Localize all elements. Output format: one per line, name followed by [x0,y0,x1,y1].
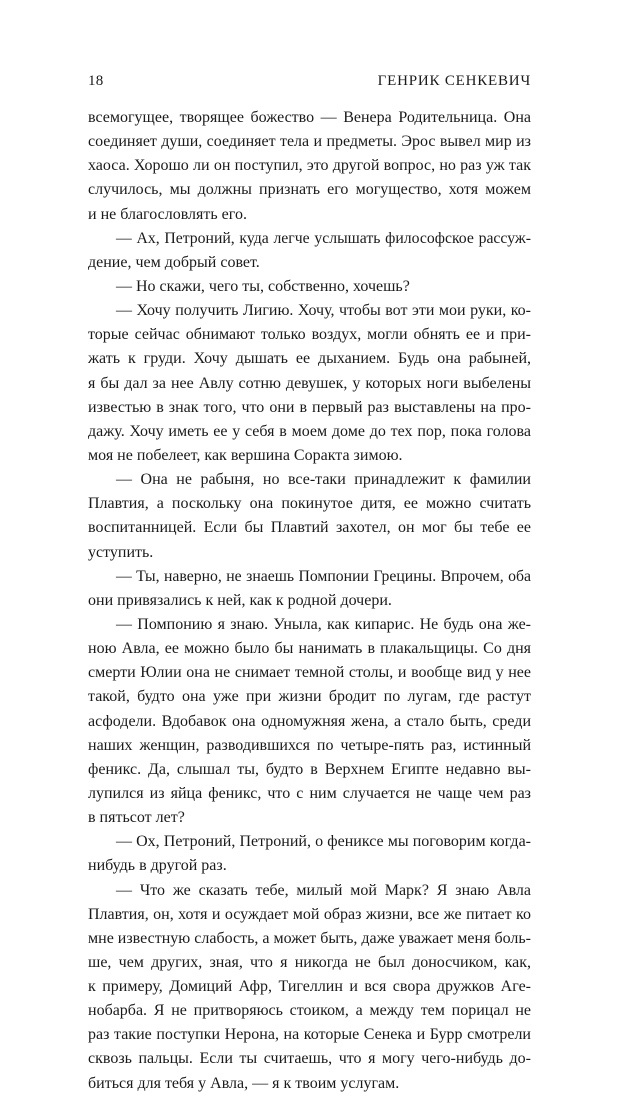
text-line: нобарба. Я не притворяюсь стоиком, а между тем порицал не [88,1002,531,1020]
text-line: соединяет души, соединяет тела и предметы. Эрос вывел мир из [88,133,531,151]
running-head [88,70,531,92]
text-line: биться для тебя у Авла, — я к твоим услугам. [88,1074,400,1092]
text-line: лупился из яйца феникс, что с ним случается не чаще чем раз [88,784,531,802]
text-line: смерти Юлии она не снимает темной столы, и вообще вид у нее [88,664,531,682]
text-line: всемогущее, творящее божество — Венера Родительница. Она [88,109,531,126]
text-line: моя не побелеет, как вершина Соракта зимою. [88,446,403,464]
text-line: Плавтия, а поскольку она покинутое дитя, ее можно считать [88,495,531,513]
text-line: Плавтия, он, хотя и осуждает мой образ жизни, все же питает ко [88,905,531,923]
text-line: и не благословлять его. [88,205,247,223]
text-line: нибудь в другой раз. [88,857,227,875]
text-line: в пятьсот лет? [88,809,185,827]
running-title: ГЕНРИК СЕНКЕВИЧ [377,73,531,89]
body-text [88,106,531,1096]
text-line: — Ох, Петроний, Петроний, о фениксе мы поговорим когда- [116,833,531,851]
text-line: дажу. Хочу иметь ее у себя в моем доме до тех пор, пока голова [88,422,531,440]
text-line: — Что же сказать тебе, милый мой Марк? Я знаю Авла [116,881,531,899]
text-line: раз такие поступки Нерона, на которые Сенека и Бурр смотрели [88,1026,531,1044]
text-line: ше, чем других, зная, что я никогда не был доносчиком, как, [88,953,531,971]
text-line: торые сейчас обнимают только воздух, могли обнять ее и при- [88,326,531,344]
text-line: ною Авла, ее можно было бы нанимать в плакальщицы. Со дня [88,640,531,658]
text-line: дение, чем добрый совет. [88,253,260,271]
text-line: хаоса. Хорошо ли он поступил, это другой вопрос, но раз уж так [88,157,531,175]
text-line: асфодели. Вдобавок она одномужняя жена, а стало быть, среди [88,712,531,730]
text-line: — Ах, Петроний, куда легче услышать философское рассуж- [116,229,531,247]
text-line: феникс. Да, слышал ты, будто в Верхнем Египте недавно вы- [88,760,531,778]
text-line: уступить. [88,543,154,561]
text-line: наших женщин, разводившихся по четыре-пять раз, истинный [88,736,531,754]
text-line: я бы дал за нее Авлу сотню девушек, у которых ноги выбелены [88,374,531,392]
text-line: — Она не рабыня, но все-таки принадлежит к фамилии [116,471,531,489]
text-line: воспитанницей. Если бы Плавтий захотел, он мог бы тебе ее [88,519,531,537]
text-line: — Но скажи, чего ты, собственно, хочешь? [116,277,410,295]
text-line: — Ты, наверно, не знаешь Помпонии Грецины. Впрочем, оба [116,567,531,585]
text-line: мне известную слабость, а может быть, даже уважает меня боль- [88,929,531,947]
text-line: случилось, мы должны признать его могущество, хотя можем [88,181,531,199]
page-number: 18 [88,73,104,89]
text-line: известью в знак того, что они в первый раз выставлены на про- [88,398,531,416]
text-line: жать к груди. Хочу дышать ее дыханием. Будь она рабыней, [88,350,531,368]
text-line: они привязались к ней, как к родной дочери. [88,591,392,609]
text-line: к примеру, Домиций Афр, Тигеллин и вся свора дружков Аге- [88,978,531,996]
text-line: — Помпонию я знаю. Уныла, как кипарис. Не будь она же- [116,615,531,633]
text-line: такой, будто она уже при жизни бродит по лугам, где растут [88,688,531,706]
text-line: — Хочу получить Лигию. Хочу, чтобы вот эти мои руки, ко- [116,302,531,320]
text-line: сквозь пальцы. Если ты считаешь, что я могу чего-нибудь до- [88,1050,531,1068]
